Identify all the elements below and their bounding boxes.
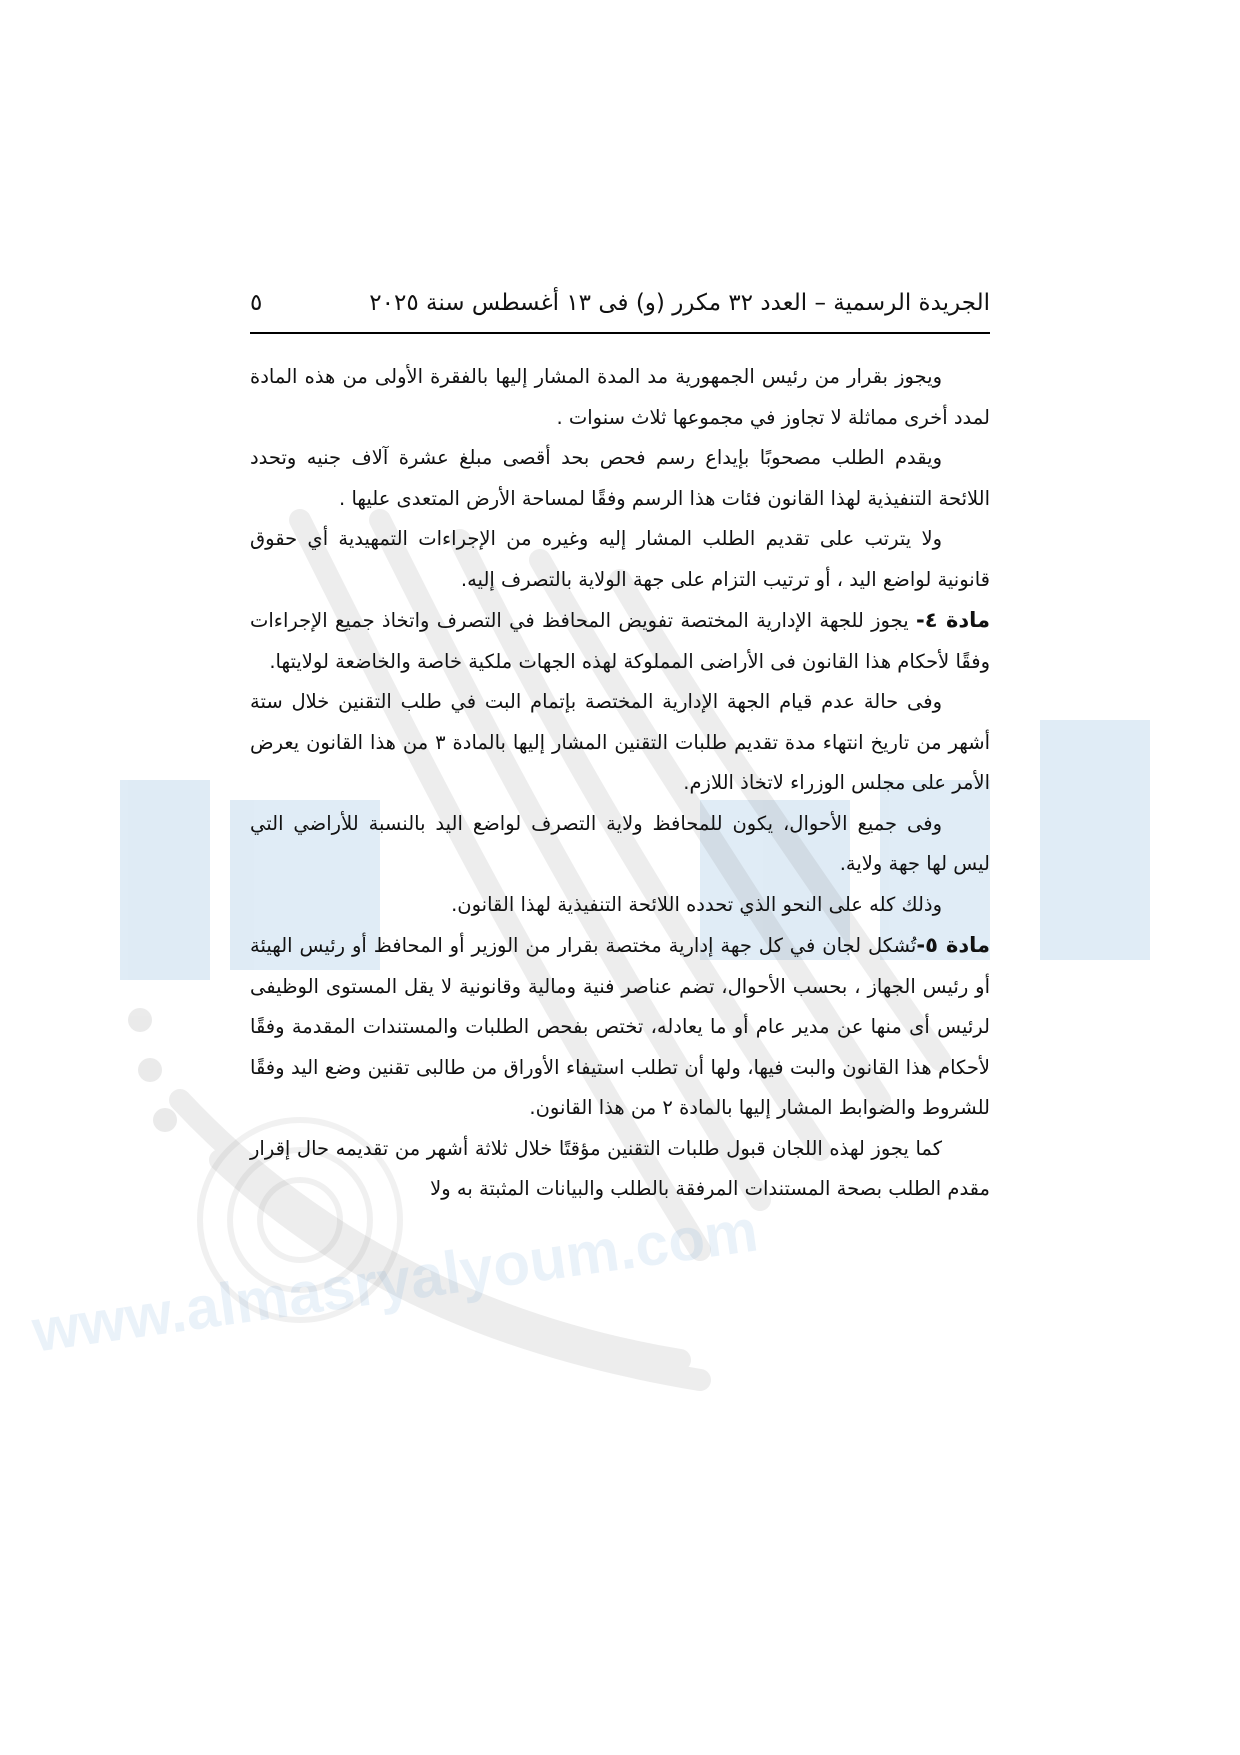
paragraph-text: ويجوز بقرار من رئيس الجمهورية مد المدة المشار إليها بالفقرة الأولى من هذه المادة لمدد أخرى مماثلة لا تجاوز في مجموعها ثلاث سنوات . bbox=[250, 365, 990, 429]
document-body bbox=[250, 357, 990, 1210]
article-title: مادة ٥- bbox=[916, 933, 991, 957]
paragraph-text: يجوز للجهة الإدارية المختصة تفويض المحافظ في التصرف واتخاذ جميع الإجراءات وفقًا لأحكام هذا القانون فى الأراضى المملوكة لهذه الجهات ملكية خاصة والخاضعة لولايتها. bbox=[250, 609, 990, 673]
paragraph bbox=[250, 438, 990, 519]
article-paragraph bbox=[250, 600, 990, 682]
paragraph bbox=[250, 885, 990, 926]
paragraph-text: تُشكل لجان في كل جهة إدارية مختصة بقرار من الوزير أو المحافظ أو رئيس الهيئة أو رئيس الجهاز ، بحسب الأحوال، تضم عناصر فنية ومالية وقانونية لا يقل المستوى الوظيفى لرئيس أى منها عن مدير عام أو ما يعادله، تختص بفحص الطلبات والمستندات المقدمة وفقًا لأحكام هذا القانون والبت فيها، ولها أن تطلب استيفاء الأوراق من طالبى تقنين وضع اليد وفقًا للشروط والضوابط المشار إليها بالمادة ٢ من هذا القانون. bbox=[250, 934, 990, 1119]
paragraph bbox=[250, 1129, 990, 1210]
paragraph-text: ولا يترتب على تقديم الطلب المشار إليه وغيره من الإجراءات التمهيدية أي حقوق قانونية لواضع اليد ، أو ترتيب التزام على جهة الولاية بالتصرف إليه. bbox=[250, 527, 990, 591]
paragraph bbox=[250, 357, 990, 438]
paragraph-text: ويقدم الطلب مصحوبًا بإيداع رسم فحص بحد أقصى مبلغ عشرة آلاف جنيه وتحدد اللائحة التنفيذية لهذا القانون فئات هذا الرسم وفقًا لمساحة الأرض المتعدى عليها . bbox=[250, 446, 990, 510]
paragraph bbox=[250, 804, 990, 885]
watermark-url: www.almasryalyoum.com bbox=[28, 1196, 762, 1365]
header-title: الجريدة الرسمية – العدد ٣٢ مكرر (و) فى ١٣ أغسطس سنة ٢٠٢٥ bbox=[369, 290, 990, 316]
paragraph-text: وذلك كله على النحو الذي تحدده اللائحة التنفيذية لهذا القانون. bbox=[451, 892, 942, 916]
page-header bbox=[250, 286, 990, 334]
page-number: ٥ bbox=[250, 290, 263, 316]
article-title: مادة ٤- bbox=[915, 608, 991, 632]
paragraph-text: وفى حالة عدم قيام الجهة الإدارية المختصة بإتمام البت في طلب التقنين خلال ستة أشهر من تاريخ انتهاء مدة تقديم طلبات التقنين المشار إليها بالمادة ٣ من هذا القانون يعرض الأمر على مجلس الوزراء لاتخاذ اللازم. bbox=[250, 690, 990, 794]
article-paragraph bbox=[250, 925, 990, 1129]
watermark-dots bbox=[128, 1008, 177, 1132]
paragraph-text: كما يجوز لهذه اللجان قبول طلبات التقنين مؤقتًا خلال ثلاثة أشهر من تقديمه حال إقرار مقدم الطلب بصحة المستندات المرفقة بالطلب والبيانات المثبتة به ولا bbox=[250, 1136, 990, 1200]
paragraph bbox=[250, 682, 990, 804]
paragraph-text: وفى جميع الأحوال، يكون للمحافظ ولاية التصرف لواضع اليد بالنسبة للأراضي التي ليس لها جهة ولاية. bbox=[250, 811, 990, 875]
paragraph bbox=[250, 519, 990, 600]
